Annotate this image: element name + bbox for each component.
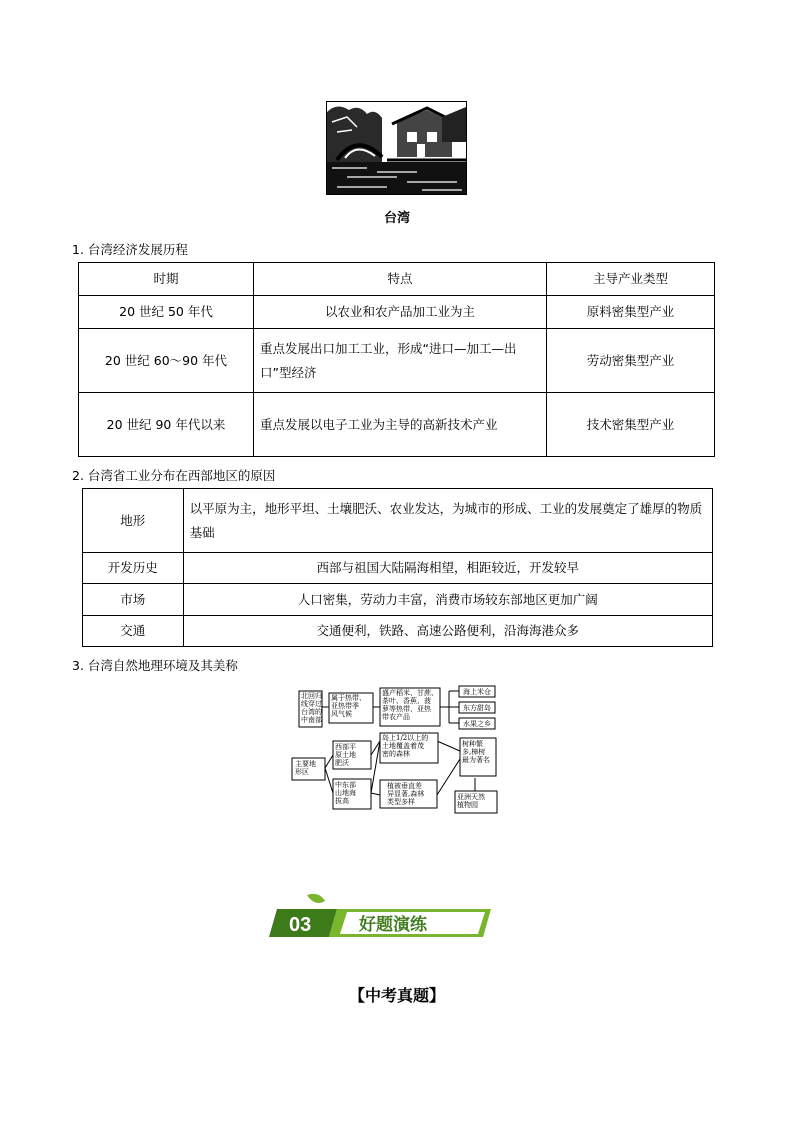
- table-row: [79, 393, 715, 457]
- table-row: [83, 489, 713, 553]
- diagram-label: 海上米仓: [463, 688, 491, 696]
- table-cell: 原料密集型产业: [547, 296, 715, 329]
- svg-text:主要地形区: 主要地形区: [295, 760, 316, 776]
- industry-reasons-table: [82, 488, 713, 647]
- table-cell: 以农业和农产品加工业为主: [254, 296, 547, 329]
- section-3-heading: 3. 台湾自然地理环境及其美称: [72, 658, 238, 673]
- table-cell: 人口密集，劳动力丰富，消费市场较东部地区更加广阔: [183, 584, 712, 616]
- diagram-label: 水果之乡: [463, 720, 491, 728]
- svg-text:岛上1/2以上的土地覆盖着茂密的森林: 岛上1/2以上的土地覆盖着茂密的森林: [382, 734, 429, 758]
- table-cell: 交通: [83, 616, 184, 647]
- diagram-label: 东方甜岛: [463, 704, 491, 712]
- table-cell: 劳动密集型产业: [547, 329, 715, 393]
- table-cell: 重点发展出口加工工业，形成“进口—加工—出口”型经济: [254, 329, 547, 393]
- page-title: 台湾: [383, 211, 410, 226]
- svg-text:属于热带、亚热带季风气候: 属于热带、亚热带季风气候: [331, 694, 366, 718]
- table-row: [79, 329, 715, 393]
- table-header: 主导产业类型: [547, 263, 715, 296]
- canal-bridge-illustration: [326, 101, 467, 195]
- table-cell: 20 世纪 60～90 年代: [79, 329, 254, 393]
- diagram-text-tropic: 北回归线穿过台湾的中南部: [301, 692, 322, 724]
- table-header: 时期: [79, 263, 254, 296]
- table-row: [83, 553, 713, 584]
- svg-text:中东部山地海拔高: 中东部山地海拔高: [335, 781, 356, 805]
- table-cell: 以平原为主，地形平坦、土壤肥沃、农业发达，为城市的形成、工业的发展奠定了雄厚的物质基础: [183, 489, 712, 553]
- badge-number: 03: [289, 914, 312, 936]
- table-row: [83, 616, 713, 647]
- table-cell: 地形: [83, 489, 184, 553]
- badge-label: 好题演练: [359, 915, 427, 935]
- leaf-icon: [307, 894, 325, 903]
- table-cell: 西部与祖国大陆隔海相望，相距较近，开发较早: [183, 553, 712, 584]
- table-cell: 技术密集型产业: [547, 393, 715, 457]
- table-header-row: [79, 263, 715, 296]
- svg-text:植被垂直差异显著,森林类型多样: 植被垂直差异显著,森林类型多样: [387, 782, 425, 806]
- economy-history-table: [78, 262, 715, 457]
- svg-text:亚洲天然植物园: 亚洲天然植物园: [457, 793, 485, 809]
- svg-text:盛产稻米、甘蔗、茶叶、香蕉、菠萝等热带、亚热带农产品: 盛产稻米、甘蔗、茶叶、香蕉、菠萝等热带、亚热带农产品: [382, 689, 438, 721]
- svg-text:西部平原土地肥沃: 西部平原土地肥沃: [335, 743, 356, 767]
- table-cell: 20 世纪 90 年代以来: [79, 393, 254, 457]
- section-2-heading: 2. 台湾省工业分布在西部地区的原因: [72, 468, 276, 483]
- table-cell: 20 世纪 50 年代: [79, 296, 254, 329]
- table-cell: 市场: [83, 584, 184, 616]
- table-cell: 开发历史: [83, 553, 184, 584]
- table-row: [79, 296, 715, 329]
- table-header: 特点: [254, 263, 547, 296]
- table-cell: 重点发展以电子工业为主导的高新技术产业: [254, 393, 547, 457]
- section-03-badge: [267, 893, 493, 939]
- physical-geography-diagram: [287, 683, 519, 815]
- exam-heading: 【中考真题】: [348, 986, 445, 1005]
- table-row: [83, 584, 713, 616]
- section-1-heading: 1. 台湾经济发展历程: [72, 242, 188, 257]
- svg-text:树种繁多,樟树最为著名: 树种繁多,樟树最为著名: [462, 740, 490, 764]
- table-cell: 交通便利，铁路、高速公路便利，沿海海港众多: [183, 616, 712, 647]
